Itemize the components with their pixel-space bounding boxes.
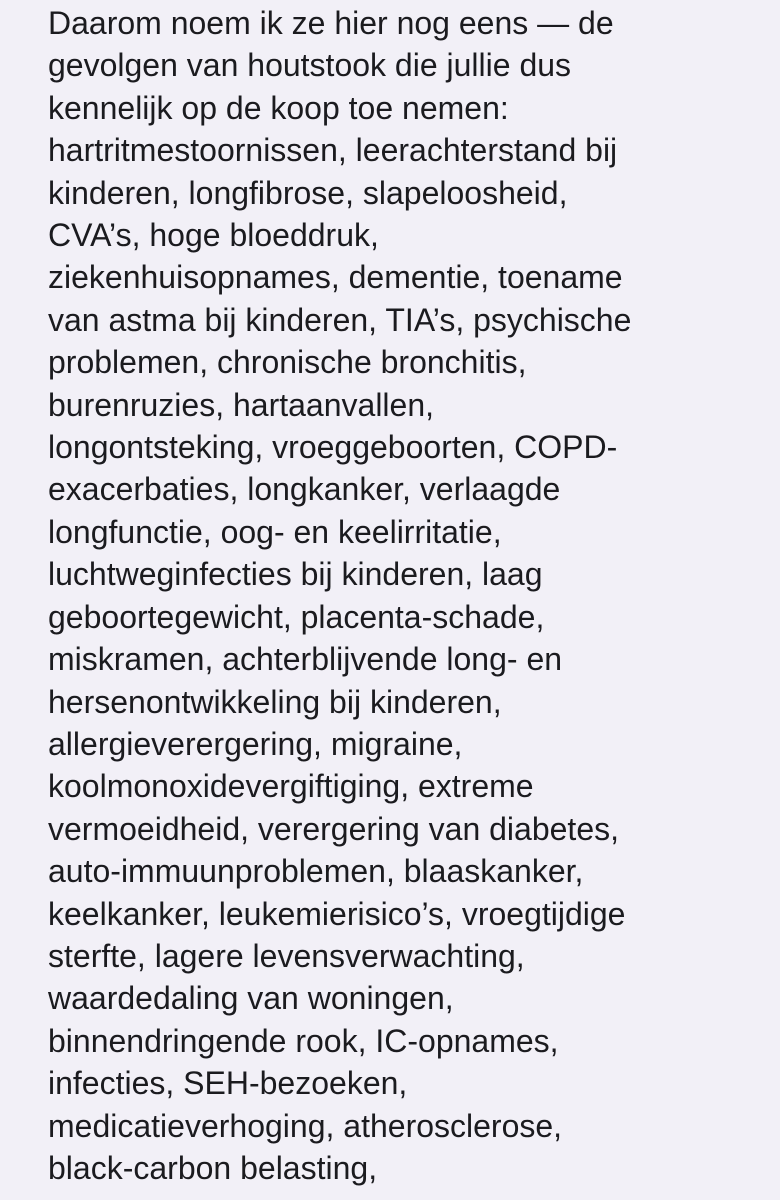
message-line: CVA’s, hoge bloeddruk,: [48, 217, 379, 254]
message-line: longontsteking, vroeggeboorten, COPD-: [48, 429, 618, 466]
message-line: koolmonoxidevergiftiging, extreme: [48, 768, 534, 805]
message-line: exacerbaties, longkanker, verlaagde: [48, 471, 561, 508]
message-line: longfunctie, oog- en keelirritatie,: [48, 513, 502, 550]
message-line: kennelijk op de koop toe nemen:: [48, 89, 509, 126]
message-line: kinderen, longfibrose, slapeloosheid,: [48, 174, 568, 211]
message-line: waardedaling van woningen,: [48, 980, 454, 1017]
message-line: keelkanker, leukemierisico’s, vroegtijdige: [48, 895, 626, 932]
message-line: vermoeidheid, verergering van diabetes,: [48, 810, 619, 847]
message-line: medicatieverhoging, atherosclerose,: [48, 1107, 563, 1144]
message-line: infecties, SEH-bezoeken,: [48, 1065, 408, 1102]
message-line: problemen, chronische bronchitis,: [48, 344, 527, 381]
message-line: miskramen, achterblijvende long- en: [48, 641, 563, 678]
message-line: luchtweginfecties bij kinderen, laag: [48, 556, 543, 593]
message-line: Daarom noem ik ze hier nog eens — de: [48, 5, 614, 41]
message-text: [48, 2, 764, 1189]
message-line: sterfte, lagere levensverwachting,: [48, 937, 525, 974]
message-line: hartritmestoornissen, leerachterstand bij: [48, 132, 618, 169]
message-line: black-carbon belasting,: [48, 1149, 378, 1186]
message-line: binnendringende rook, IC-opnames,: [48, 1022, 559, 1059]
message-line: geboortegewicht, placenta-schade,: [48, 598, 545, 635]
message-line: gevolgen van houtstook die jullie dus: [48, 47, 572, 84]
message-line: hersenontwikkeling bij kinderen,: [48, 683, 502, 720]
message-line: ziekenhuisopnames, dementie, toename: [48, 259, 623, 296]
message-line: auto-immuunproblemen, blaaskanker,: [48, 853, 584, 890]
message-line: allergieverergering, migraine,: [48, 725, 463, 762]
message-line: burenruzies, hartaanvallen,: [48, 386, 435, 423]
message-line: van astma bij kinderen, TIA’s, psychische: [48, 301, 632, 338]
